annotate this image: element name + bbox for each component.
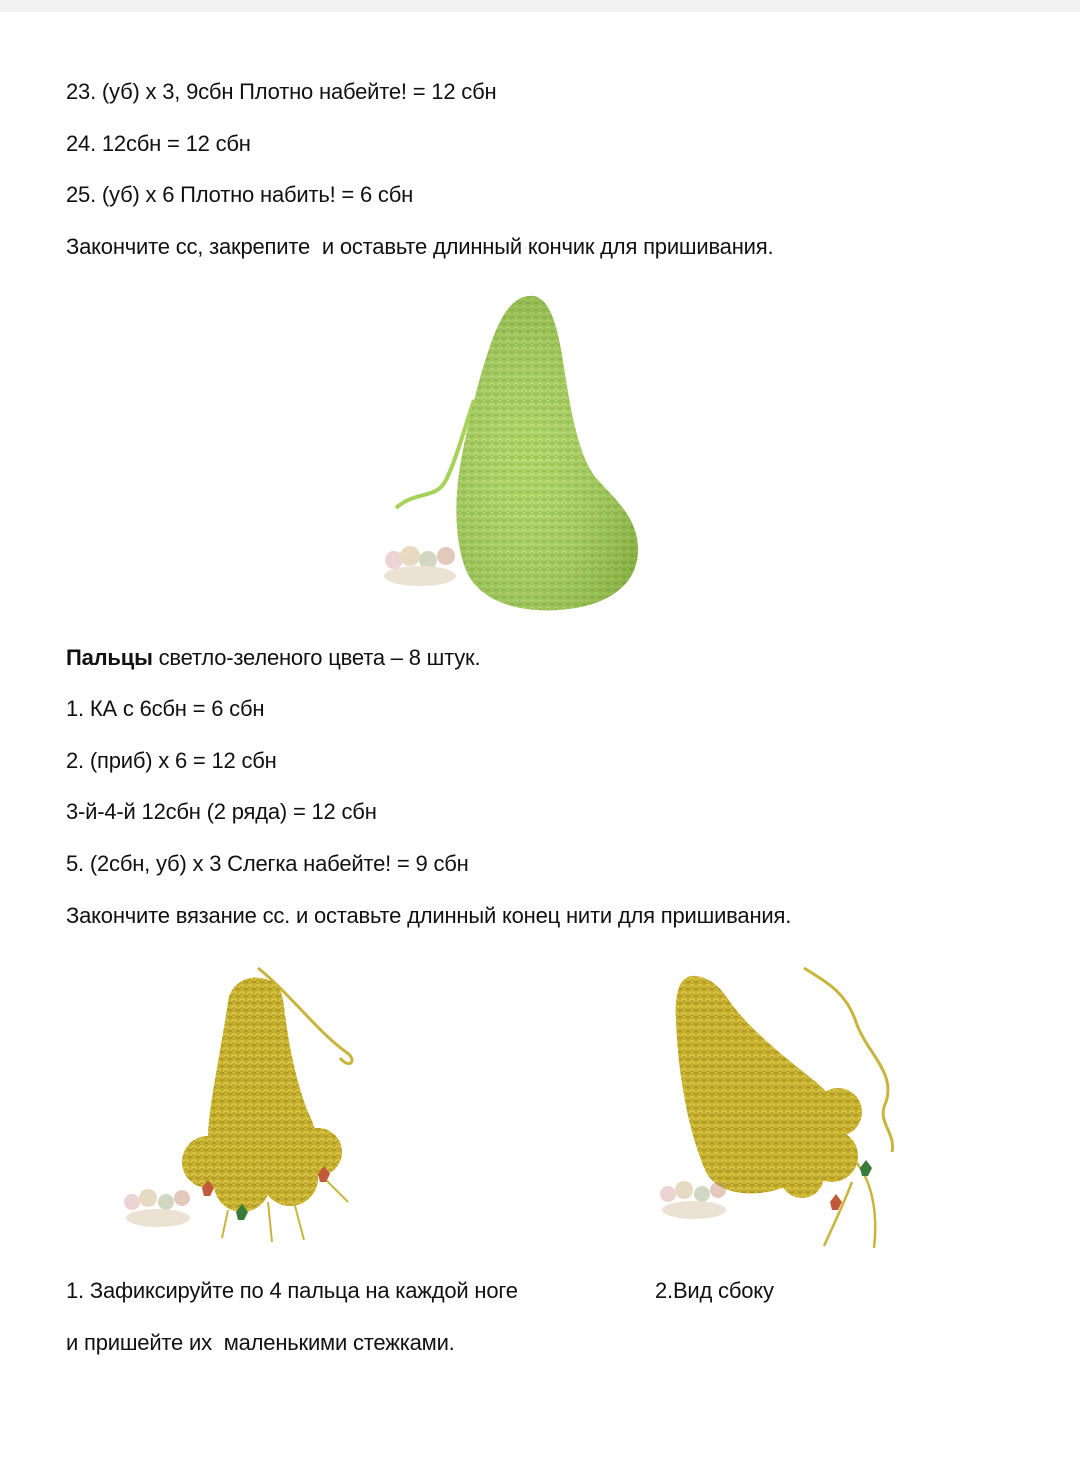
step-24: 24. 12сбн = 12 сбн xyxy=(66,131,251,156)
finger-step-1: 1. КА с 6сбн = 6 сбн xyxy=(66,696,265,721)
foot-side-photo xyxy=(656,962,926,1252)
fingers-description: светло-зеленого цвета – 8 штук. xyxy=(152,645,481,670)
watermark-bears-icon xyxy=(660,1181,726,1219)
fingers-heading-line xyxy=(66,644,480,672)
caption-1-line-2: и пришейте их маленькими стежками. xyxy=(66,1330,455,1355)
step-25: 25. (уб) x 6 Плотно набить! = 6 сбн xyxy=(66,182,414,207)
watermark-bears-icon xyxy=(384,546,456,586)
finger-step-3-4: 3-й-4-й 12сбн (2 ряда) = 12 сбн xyxy=(66,799,377,824)
fingers-heading: Пальцы xyxy=(66,645,153,670)
caption-2: 2.Вид сбоку xyxy=(655,1278,774,1303)
watermark-bears-icon xyxy=(124,1189,190,1227)
caption-1-line-1: 1. Зафиксируйте по 4 пальца на каждой ноге xyxy=(66,1278,518,1303)
finish-leg-text: Закончите сс, закрепите и оставьте длинный кончик для пришивания. xyxy=(66,234,774,259)
finger-step-5: 5. (2сбн, уб) x 3 Слегка набейте! = 9 сбн xyxy=(66,851,469,876)
finger-step-2: 2. (приб) x 6 = 12 сбн xyxy=(66,748,277,773)
finish-fingers-text: Закончите вязание сс. и оставьте длинный конец нити для пришивания. xyxy=(66,903,792,928)
top-bar xyxy=(0,0,1080,12)
step-23: 23. (уб) x 3, 9сбн Плотно набейте! = 12 сбн xyxy=(66,79,497,104)
green-leg-photo xyxy=(376,290,666,620)
foot-front-photo xyxy=(118,962,378,1252)
